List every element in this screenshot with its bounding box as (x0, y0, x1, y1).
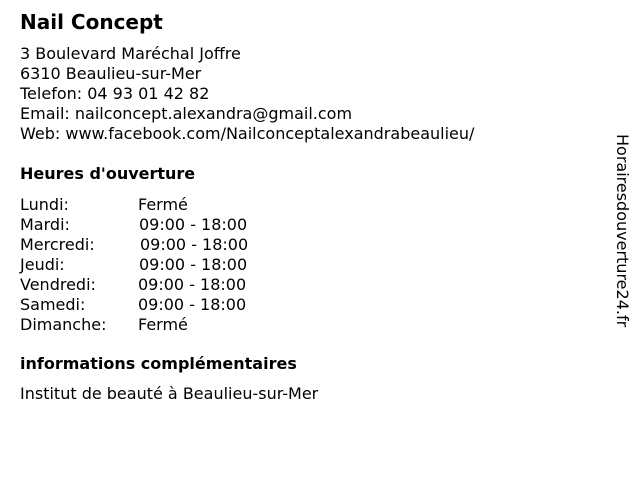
day-hours: Fermé (138, 315, 188, 334)
day-label: Jeudi: (20, 255, 65, 274)
day-hours: Fermé (138, 195, 188, 214)
business-name: Nail Concept (20, 10, 163, 34)
day-label: Dimanche: (20, 315, 107, 334)
day-hours: 09:00 - 18:00 (139, 255, 248, 274)
additional-info-text: Institut de beauté à Beaulieu-sur-Mer (20, 384, 319, 403)
hours-row-samedi (20, 295, 320, 315)
day-label: Mardi: (20, 215, 70, 234)
web-line: Web: www.facebook.com/Nailconceptalexandrabeaulieu/ (20, 124, 475, 143)
hours-row-mardi (20, 215, 320, 235)
hours-row-mercredi (20, 235, 320, 255)
day-hours: 09:00 - 18:00 (140, 235, 249, 254)
day-label: Mercredi: (20, 235, 95, 254)
day-hours: 09:00 - 18:00 (138, 295, 247, 314)
site-watermark: Horairesdouverture24.fr (613, 134, 632, 328)
opening-hours-table (20, 195, 320, 335)
hours-row-vendredi (20, 275, 320, 295)
phone-line: Telefon: 04 93 01 42 82 (20, 84, 210, 103)
hours-row-jeudi (20, 255, 320, 275)
day-label: Lundi: (20, 195, 69, 214)
opening-hours-heading: Heures d'ouverture (20, 164, 196, 183)
day-hours: 09:00 - 18:00 (138, 275, 247, 294)
day-hours: 09:00 - 18:00 (139, 215, 248, 234)
day-label: Vendredi: (20, 275, 96, 294)
hours-row-lundi (20, 195, 320, 215)
day-label: Samedi: (20, 295, 86, 314)
contact-details (20, 44, 474, 144)
address-street: 3 Boulevard Maréchal Joffre (20, 44, 241, 63)
hours-row-dimanche (20, 315, 320, 335)
additional-info-heading: informations complémentaires (20, 354, 297, 373)
address-city: 6310 Beaulieu-sur-Mer (20, 64, 202, 83)
email-line: Email: nailconcept.alexandra@gmail.com (20, 104, 353, 123)
